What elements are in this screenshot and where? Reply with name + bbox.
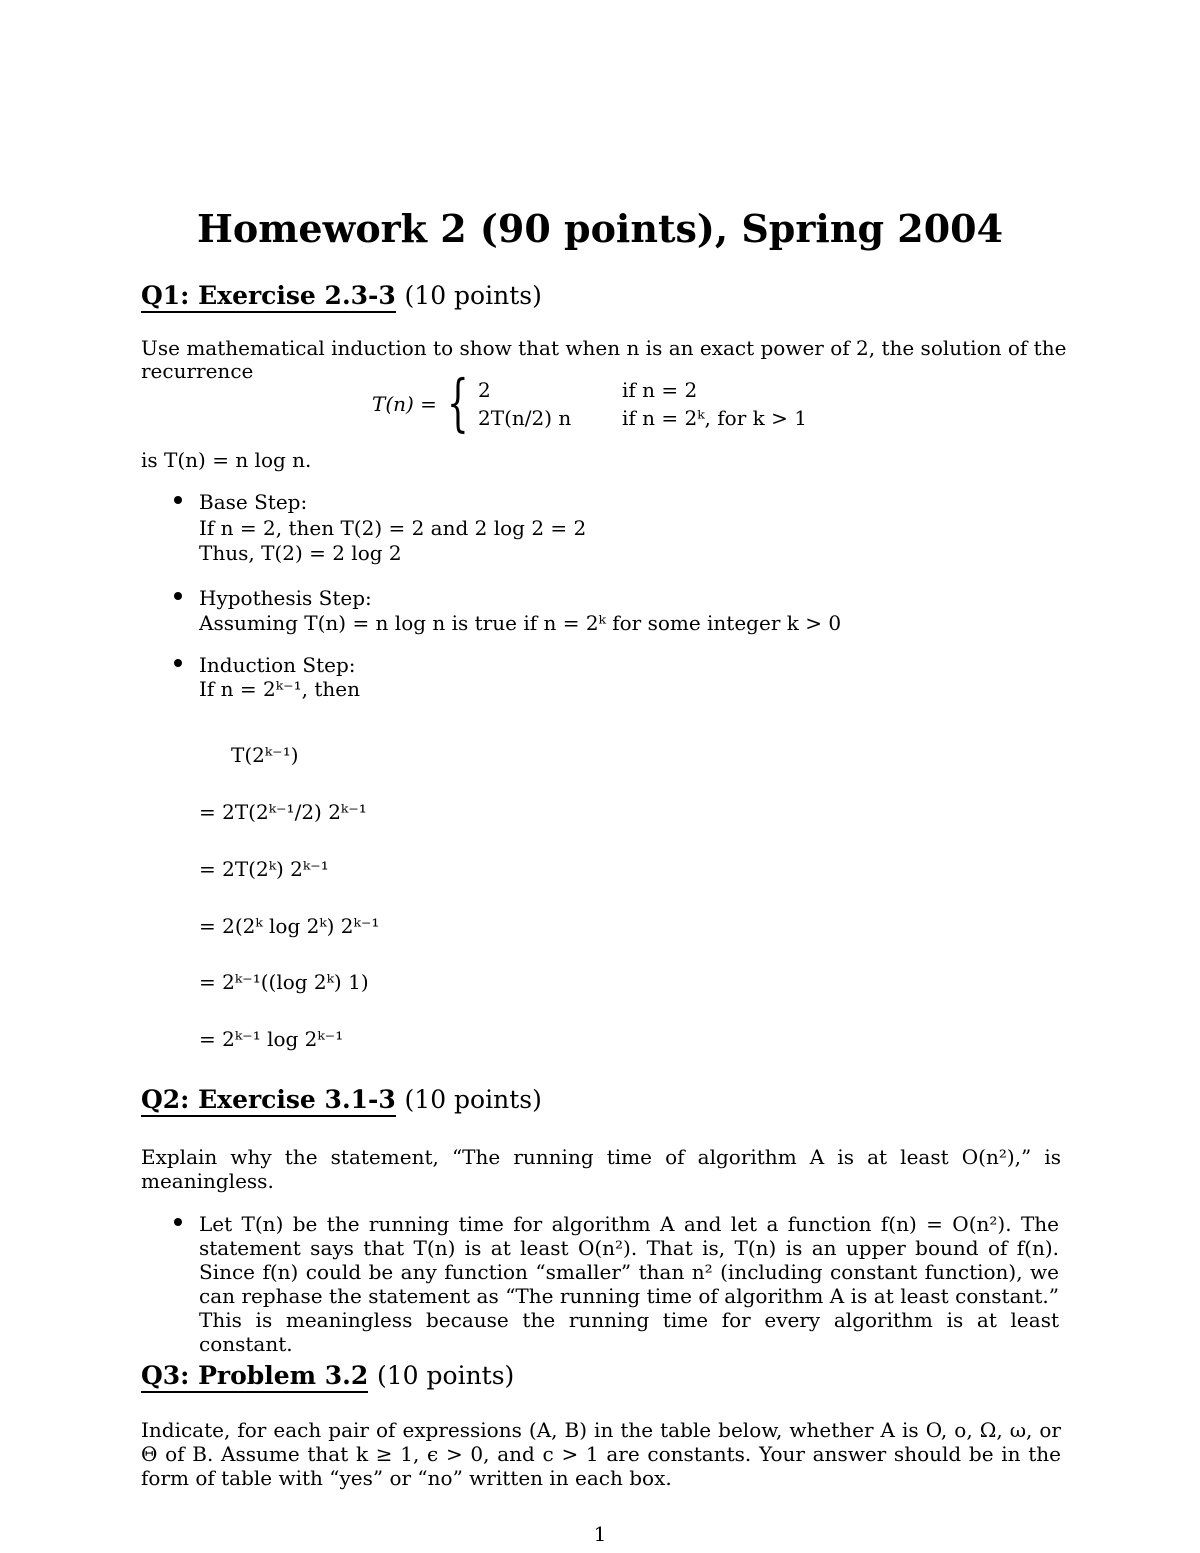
case2-value: 2T(n/2) n [478, 406, 572, 430]
q1-intro-line1: Use mathematical induction to show that when n is an exact power of 2, the solution of the [141, 336, 1067, 360]
bullet-icon [172, 586, 184, 598]
base-step-line1: If n = 2, then T(2) = 2 and 2 log 2 = 2 [199, 516, 587, 540]
derivation-line: = 2T(2ᵏ) 2ᵏ⁻¹ [199, 857, 329, 881]
case2-condition: if n = 2ᵏ, for k > 1 [622, 406, 807, 430]
q1-label: Q1: Exercise 2.3-3 [141, 281, 396, 313]
induction-step-line1: If n = 2ᵏ⁻¹, then [199, 677, 360, 701]
q3-intro: Indicate, for each pair of expressions (A, B) in the table below, whether A is O, o, Ω, ω, or Θ of B. Assume that k ≥ 1, ϵ > 0, and c > 1 are constants. Your answer should be in the form of table with “yes” or “no” written in each box. [141, 1418, 1061, 1490]
q1-conclusion: is T(n) = n log n. [141, 448, 312, 472]
q2-label: Q2: Exercise 3.1-3 [141, 1085, 396, 1117]
q3-heading [141, 1361, 514, 1390]
derivation-line: = 2T(2ᵏ⁻¹/2) 2ᵏ⁻¹ [199, 800, 367, 824]
bullet-icon [172, 490, 184, 502]
q1-heading [141, 281, 542, 310]
base-step-line2: Thus, T(2) = 2 log 2 [199, 541, 402, 565]
q2-intro: Explain why the statement, “The running time of algorithm A is at least O(n²),” is meaningless. [141, 1145, 1061, 1193]
q3-points: (10 points) [377, 1361, 515, 1390]
derivation-line: = 2ᵏ⁻¹((log 2ᵏ) 1) [199, 970, 369, 994]
case1-value: 2 [478, 378, 491, 402]
q1-intro-line2: recurrence [141, 359, 254, 383]
bullet-icon [172, 1212, 184, 1224]
document-title: Homework 2 (90 points), Spring 2004 [196, 206, 1004, 251]
base-step-title: Base Step: [199, 490, 308, 514]
induction-step-title: Induction Step: [199, 653, 356, 677]
q2-points: (10 points) [404, 1085, 542, 1114]
q1-points: (10 points) [404, 281, 542, 310]
recurrence-lhs: T(n) = [372, 392, 437, 416]
derivation-line: = 2ᵏ⁻¹ log 2ᵏ⁻¹ [199, 1027, 344, 1051]
q2-answer: Let T(n) be the running time for algorithm A and let a function f(n) = O(n²). The statement says that T(n) is at least O(n²). That is, T(n) is an upper bound of f(n). Since f(n) could be any function “smaller” than n² (including constant function), we can rephase the statement as “The running time of algorithm A is at least constant.” This is meaningless because the running time for every algorithm is at least constant. [199, 1212, 1059, 1356]
hypothesis-step-line1: Assuming T(n) = n log n is true if n = 2ᵏ for some integer k > 0 [199, 611, 842, 635]
page-number: 1 [593, 1522, 607, 1546]
left-brace-icon: { [447, 366, 469, 439]
derivation-start: T(2ᵏ⁻¹) [231, 743, 299, 767]
bullet-icon [172, 653, 184, 665]
derivation-line: = 2(2ᵏ log 2ᵏ) 2ᵏ⁻¹ [199, 914, 380, 938]
case1-condition: if n = 2 [622, 378, 698, 402]
q3-label: Q3: Problem 3.2 [141, 1361, 368, 1393]
hypothesis-step-title: Hypothesis Step: [199, 586, 372, 610]
q2-heading [141, 1085, 542, 1114]
